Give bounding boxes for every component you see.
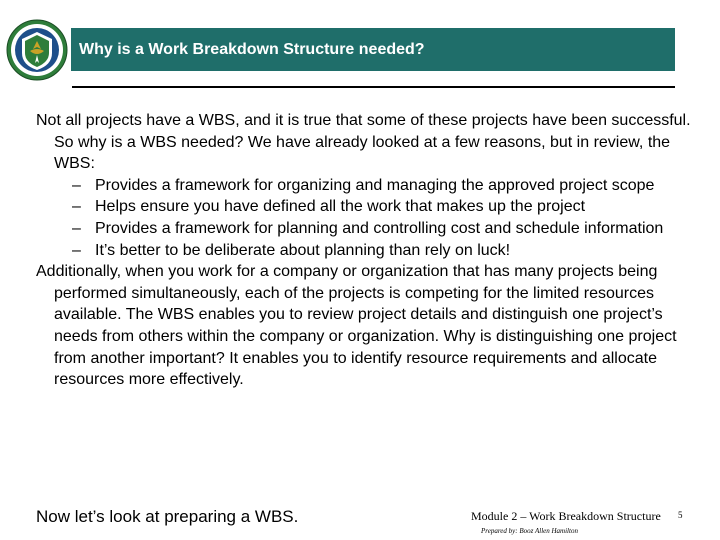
bullet-text: It’s better to be deliberate about planning than rely on luck!: [95, 241, 511, 259]
bullet-dash: –: [72, 241, 81, 259]
footer-prepared-by: Prepared by: Booz Allen Hamilton: [481, 527, 578, 535]
bullet-text: Provides a framework for planning and controlling cost and schedule information: [95, 219, 664, 237]
closing-line: Now let’s look at preparing a WBS.: [36, 507, 299, 526]
slide-body: [36, 110, 696, 391]
bullet-item: [36, 175, 696, 197]
doe-seal-icon: [6, 19, 68, 81]
slide-title: Why is a Work Breakdown Structure needed?: [79, 40, 425, 58]
bullet-dash: –: [72, 219, 81, 237]
title-divider: [72, 86, 675, 88]
bullet-dash: –: [72, 198, 81, 216]
bullet-item: [36, 240, 696, 262]
bullet-dash: –: [72, 176, 81, 194]
additional-paragraph: Additionally, when you work for a company or organization that has many projects being performed simultaneously, each of the projects is competing for the limited resources available. The WBS enables you to review project details and distinguish one project’s needs from others within the company or organization. Why is distinguishing one project from another important? It enables you to identify resource requirements and allocate resources more effectively.: [36, 263, 677, 389]
bullet-text: Provides a framework for organizing and managing the approved project scope: [95, 176, 655, 194]
bullet-item: [36, 218, 696, 240]
bullet-item: [36, 196, 696, 218]
title-bar: [71, 28, 675, 71]
footer-module: Module 2 – Work Breakdown Structure: [471, 509, 661, 523]
intro-paragraph: Not all projects have a WBS, and it is true that some of these projects have been successful. So why is a WBS needed? We have already looked at a few reasons, but in review, the WBS:: [36, 112, 691, 173]
bullet-text: Helps ensure you have defined all the work that makes up the project: [95, 198, 586, 216]
page-number: 5: [678, 510, 683, 520]
